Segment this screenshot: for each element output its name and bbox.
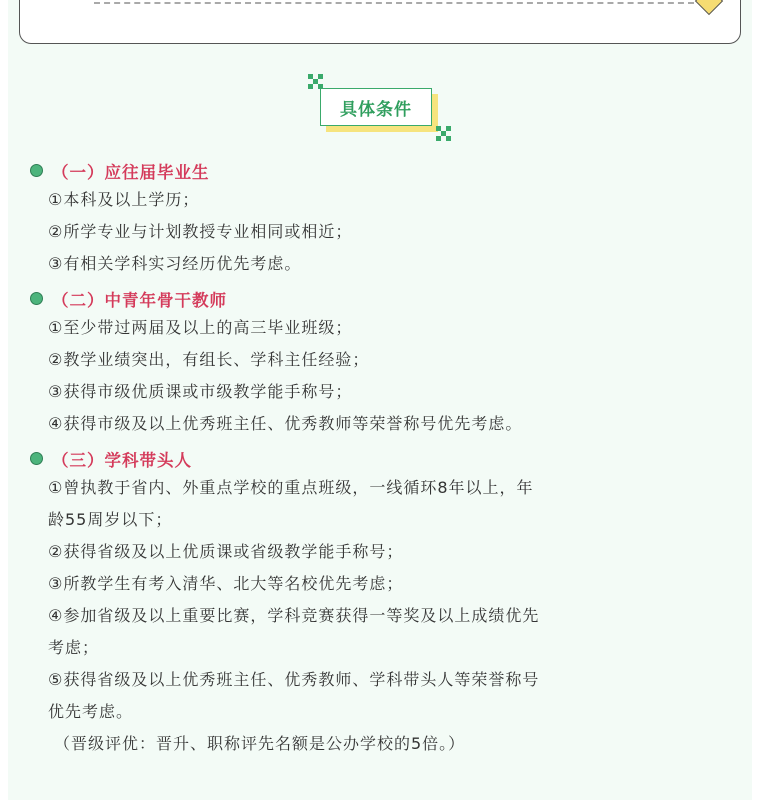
section-heading-text: （二）中青年骨干教师 (52, 291, 227, 310)
list-item: ③所教学生有考入清华、北大等名校优先考虑； (48, 574, 404, 593)
promotion-note: （晋级评优：晋升、职称评先名额是公办学校的5倍。） (54, 734, 466, 753)
list-item: ②获得省级及以上优质课或省级教学能手称号； (48, 542, 404, 561)
list-item: ③获得市级优质课或市级教学能手称号； (48, 382, 353, 401)
section-title-badge (320, 88, 440, 132)
dashed-divider (94, 2, 694, 4)
conditions-content (30, 158, 650, 766)
list-item: ①至少带过两届及以上的高三毕业班级； (48, 318, 353, 337)
list-item: 优先考虑。 (48, 702, 134, 721)
section-heading (30, 446, 650, 472)
diamond-ornament-icon (695, 0, 723, 15)
section-backbone-teachers (30, 286, 650, 440)
list-item: ①本科及以上学历； (48, 190, 200, 209)
list-item: ③有相关学科实习经历优先考虑。 (48, 254, 302, 273)
section-heading-text: （三）学科带头人 (52, 451, 192, 470)
previous-card-fragment (19, 0, 741, 44)
section-heading (30, 158, 650, 184)
bullet-dot-icon (30, 164, 43, 177)
list-item: ⑤获得省级及以上优秀班主任、优秀教师、学科带头人等荣誉称号 (48, 670, 540, 689)
list-item: ②所学专业与计划教授专业相同或相近； (48, 222, 353, 241)
list-item: ④获得市级及以上优秀班主任、优秀教师等荣誉称号优先考虑。 (48, 414, 523, 433)
section-heading-text: （一）应往届毕业生 (52, 163, 210, 182)
section-heading (30, 286, 650, 312)
section-subject-leaders (30, 446, 650, 760)
list-item: ①曾执教于省内、外重点学校的重点班级，一线循环8年以上，年 (48, 478, 534, 497)
checker-ornament-icon (436, 126, 452, 142)
section-title: 具体条件 (320, 88, 432, 126)
section-graduates (30, 158, 650, 280)
list-item: 考虑； (48, 638, 100, 657)
list-item: ④参加省级及以上重要比赛，学科竞赛获得一等奖及以上成绩优先 (48, 606, 540, 625)
list-item: ②教学业绩突出，有组长、学科主任经验； (48, 350, 370, 369)
bullet-dot-icon (30, 452, 43, 465)
list-item: 龄55周岁以下； (48, 510, 173, 529)
bullet-dot-icon (30, 292, 43, 305)
